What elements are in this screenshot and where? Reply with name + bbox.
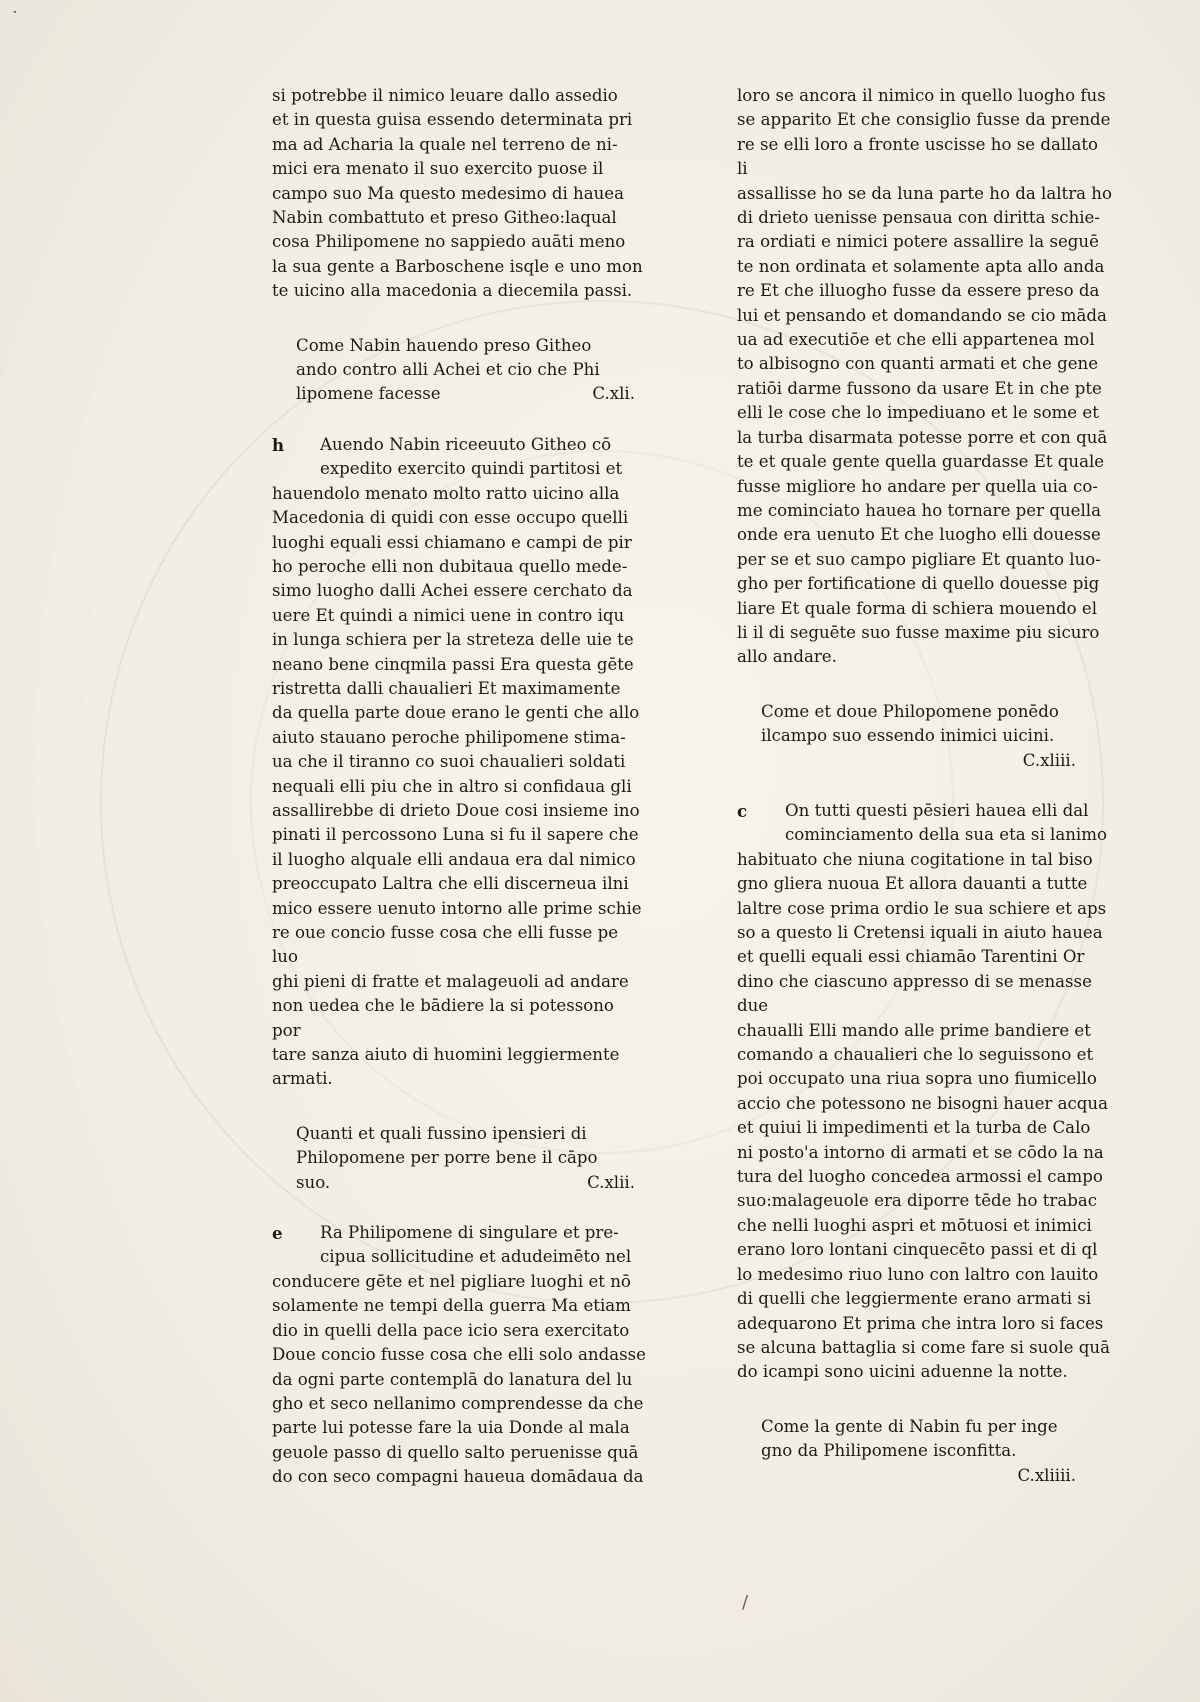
text-line: so a questo li Cretensi iquali in aiuto hauea: [737, 923, 1103, 942]
text-line: chaualli Elli mando alle prime bandiere et: [737, 1020, 1091, 1040]
right-paragraph-1: [737, 84, 1112, 670]
text-line: se apparito Et che consiglio fusse da prende: [737, 110, 1111, 130]
text-line: do con seco compagni haueua domādaua da: [272, 1467, 644, 1487]
text-line: liare Et quale forma di schiera mouendo el: [737, 598, 1098, 618]
ink-stroke: /: [742, 1592, 749, 1613]
text-line: mici era menato il suo exercito puose il: [272, 159, 604, 179]
text-line: poi occupato una riua sopra uno fiumicello: [737, 1069, 1097, 1089]
text-line: geuole passo di quello salto peruenisse quā: [272, 1442, 639, 1462]
text-line: il luogho alquale elli andaua era dal nimico: [272, 849, 636, 869]
text-line: uere Et quindi a nimici uene in contro iqu: [272, 605, 625, 625]
text-line: preoccupato Laltra che elli discerneua ilni: [272, 874, 629, 894]
chapter-number: C.xlii.: [587, 1172, 635, 1192]
text-line: in lunga schiera per la streteza delle uie te: [272, 630, 634, 650]
text-line: ma ad Acharia la quale nel terreno de ni-: [272, 134, 618, 154]
text-line: conducere gēte et nel pigliare luoghi et nō: [272, 1271, 631, 1291]
chapter-number: C.xliii.: [1022, 750, 1076, 770]
text-line: non uedea che le bādiere la si potessono por: [272, 996, 614, 1040]
text-line: per se et suo campo pigliare Et quanto luo-: [737, 549, 1101, 569]
text-line: allo andare.: [737, 647, 837, 667]
text-line: tare sanza aiuto di huomini leggiermente: [272, 1045, 620, 1065]
text-line: dio in quelli della pace icio sera exercitato: [272, 1320, 630, 1340]
text-line: elli le cose che lo impediuano et le some et: [737, 403, 1099, 423]
heading-line: Quanti et quali fussino ipensieri di: [296, 1123, 587, 1143]
text-line: et in questa guisa essendo determinata pri: [272, 110, 633, 130]
text-line: re oue concio fusse cosa che elli fusse pe luo: [272, 923, 619, 967]
text-line: me cominciato hauea ho tornare per quella: [737, 500, 1101, 520]
text-line: cominciamento della sua eta si lanimo: [785, 825, 1107, 845]
ink-speck: ·: [12, 2, 18, 23]
text-line: da ogni parte contemplā do lanatura del lu: [272, 1369, 633, 1389]
left-column: [272, 84, 647, 1490]
text-line: cosa Philipomene no sappiedo auāti meno: [272, 232, 626, 252]
text-line: solamente ne tempi della guerra Ma etiam: [272, 1296, 631, 1316]
chapter-heading-xliiii: [737, 1415, 1112, 1488]
text-line: che nelli luoghi aspri et mōtuosi et inimici: [737, 1215, 1092, 1235]
text-line: comando a chaualieri che lo seguissono et: [737, 1045, 1094, 1065]
text-line: se alcuna battaglia si come fare si suole quā: [737, 1337, 1110, 1357]
text-line: li il di seguēte suo fusse maxime piu sicuro: [737, 622, 1100, 642]
text-line: pinati il percossono Luna si fu il sapere che: [272, 825, 639, 845]
heading-line: Come la gente di Nabin fu per inge: [761, 1416, 1058, 1436]
text-line: et quelli equali essi chiamāo Tarentini Or: [737, 947, 1085, 967]
chapter-heading-xlii: [272, 1122, 647, 1195]
chapter-number: C.xliiii.: [1017, 1465, 1076, 1485]
text-line: dino che ciascuno appresso di se menasse due: [737, 971, 1092, 1016]
text-line: ristretta dalli chaualieri Et maximamente: [272, 678, 621, 698]
text-line: et quiui li impedimenti et la turba de Calo: [737, 1118, 1091, 1138]
heading-line: ando contro alli Achei et cio che Phi: [296, 360, 600, 380]
text-line: ghi pieni di fratte et malageuoli ad andare: [272, 971, 629, 991]
text-line: loro se ancora il nimico in quello luogho fus: [737, 86, 1106, 105]
text-line: onde era uenuto Et che luogho elli douesse: [737, 525, 1101, 545]
text-line: Auendo Nabin riceeuuto Githeo cō: [320, 434, 612, 454]
text-line: campo suo Ma questo medesimo di hauea: [272, 183, 625, 203]
text-line: te non ordinata et solamente apta allo anda: [737, 256, 1105, 276]
right-paragraph-2: [737, 799, 1112, 1385]
text-line: luoghi equali essi chiamano e campi de pir: [272, 532, 632, 552]
text-line: adequarono Et prima che intra loro si faces: [737, 1313, 1104, 1333]
text-line: re Et che illuogho fusse da essere preso da: [737, 281, 1100, 301]
text-line: la sua gente a Barboschene isqle e uno mon: [272, 256, 643, 276]
text-line: ua ad executiōe et che elli appartenea mol: [737, 330, 1095, 350]
text-line: gho per fortificatione di quello douesse pig: [737, 574, 1100, 594]
text-line: gho et seco nellanimo comprendesse da che: [272, 1393, 644, 1413]
heading-line: Come Nabin hauendo preso Githeo: [296, 335, 592, 355]
text-line: fusse migliore ho andare per quella uia co-: [737, 476, 1098, 496]
chapter-number: C.xli.: [592, 384, 635, 404]
text-line: expedito exercito quindi partitosi et: [320, 459, 623, 479]
text-line: On tutti questi pēsieri hauea elli dal: [785, 800, 1089, 820]
heading-line: ilcampo suo essendo inimici uicini.: [761, 726, 1055, 746]
initial-letter-guide: h: [272, 434, 285, 455]
text-line: Nabin combattuto et preso Githeo:laqual: [272, 208, 617, 228]
heading-line: Come et doue Philopomene ponēdo: [761, 701, 1059, 721]
heading-line: [296, 1171, 647, 1195]
chapter-heading-xliii: [737, 700, 1112, 773]
heading-line: gno da Philipomene isconfitta.: [761, 1441, 1017, 1461]
heading-line-text: lipomene facesse: [296, 384, 441, 404]
text-line: ratiōi darme fussono da usare Et in che pte: [737, 378, 1102, 398]
text-line: lui et pensando et domandando se cio māda: [737, 305, 1107, 325]
text-line: nequali elli piu che in altro si confidaua gli: [272, 776, 632, 796]
text-line: aiuto stauano peroche philipomene stima-: [272, 727, 626, 747]
text-line: armati.: [272, 1069, 333, 1089]
text-line: te et quale gente quella guardasse Et quale: [737, 452, 1105, 472]
left-paragraph-3: [272, 1221, 647, 1489]
text-line: Ra Philipomene di singulare et pre-: [320, 1223, 619, 1243]
left-paragraph-2: [272, 433, 647, 1092]
chapter-heading-xli: [272, 334, 647, 407]
text-line: assallirebbe di drieto Doue cosi insieme ino: [272, 800, 640, 820]
text-line: ni posto'a intorno di armati et se cōdo la na: [737, 1142, 1104, 1162]
text-line: si potrebbe il nimico leuare dallo assedio: [272, 86, 618, 105]
text-line: neano bene cinqmila passi Era questa gēte: [272, 654, 634, 674]
text-line: mico essere uenuto intorno alle prime schie: [272, 898, 642, 918]
text-line: to albisogno con quanti armati et che gene: [737, 354, 1099, 374]
text-line: da quella parte doue erano le genti che allo: [272, 703, 640, 723]
text-line: la turba disarmata potesse porre et con quā: [737, 427, 1108, 447]
text-line: assallisse ho se da luna parte ho da laltra ho: [737, 183, 1112, 203]
text-line: te uicino alla macedonia a diecemila passi.: [272, 281, 633, 301]
initial-letter-guide: c: [737, 800, 748, 821]
text-line: tura del luogho concedea armossi el campo: [737, 1167, 1103, 1187]
left-paragraph-1: [272, 84, 647, 304]
text-line: erano loro lontani cinquecēto passi et di ql: [737, 1240, 1098, 1260]
text-line: di drieto uenisse pensaua con diritta schie-: [737, 208, 1100, 228]
text-line: re se elli loro a fronte uscisse ho se dallato li: [737, 134, 1099, 179]
text-line: gno gliera nuoua Et allora dauanti a tutte: [737, 874, 1088, 894]
text-line: ua che il tiranno co suoi chaualieri soldati: [272, 752, 626, 772]
text-line: hauendolo menato molto ratto uicino alla: [272, 483, 620, 503]
right-column: [737, 84, 1112, 1514]
text-line: lo medesimo riuo luno con laltro con lauito: [737, 1264, 1099, 1284]
text-line: simo luogho dalli Achei essere cerchato da: [272, 581, 633, 601]
text-line: parte lui potesse fare la uia Donde al mala: [272, 1418, 630, 1438]
text-line: habituato che niuna cogitatione in tal biso: [737, 849, 1093, 869]
text-line: suo:malageuole era diporre tēde ho trabac: [737, 1191, 1098, 1211]
heading-line-text: suo.: [296, 1172, 331, 1192]
heading-line: [296, 382, 647, 406]
text-line: laltre cose prima ordio le sua schiere et aps: [737, 898, 1107, 918]
text-line: do icampi sono uicini aduenne la notte.: [737, 1362, 1068, 1382]
text-line: di quelli che leggiermente erano armati si: [737, 1289, 1092, 1309]
heading-line: Philopomene per porre bene il cāpo: [296, 1148, 598, 1168]
text-line: ra ordiati e nimici potere assallire la seguē: [737, 232, 1099, 252]
text-line: Macedonia di quidi con esse occupo quelli: [272, 508, 629, 528]
text-line: cipua sollicitudine et adudeimēto nel: [320, 1247, 632, 1267]
initial-letter-guide: e: [272, 1223, 283, 1244]
text-line: Doue concio fusse cosa che elli solo andasse: [272, 1345, 646, 1365]
text-line: ho peroche elli non dubitaua quello mede-: [272, 556, 628, 576]
text-line: accio che potessono ne bisogni hauer acqua: [737, 1093, 1108, 1113]
